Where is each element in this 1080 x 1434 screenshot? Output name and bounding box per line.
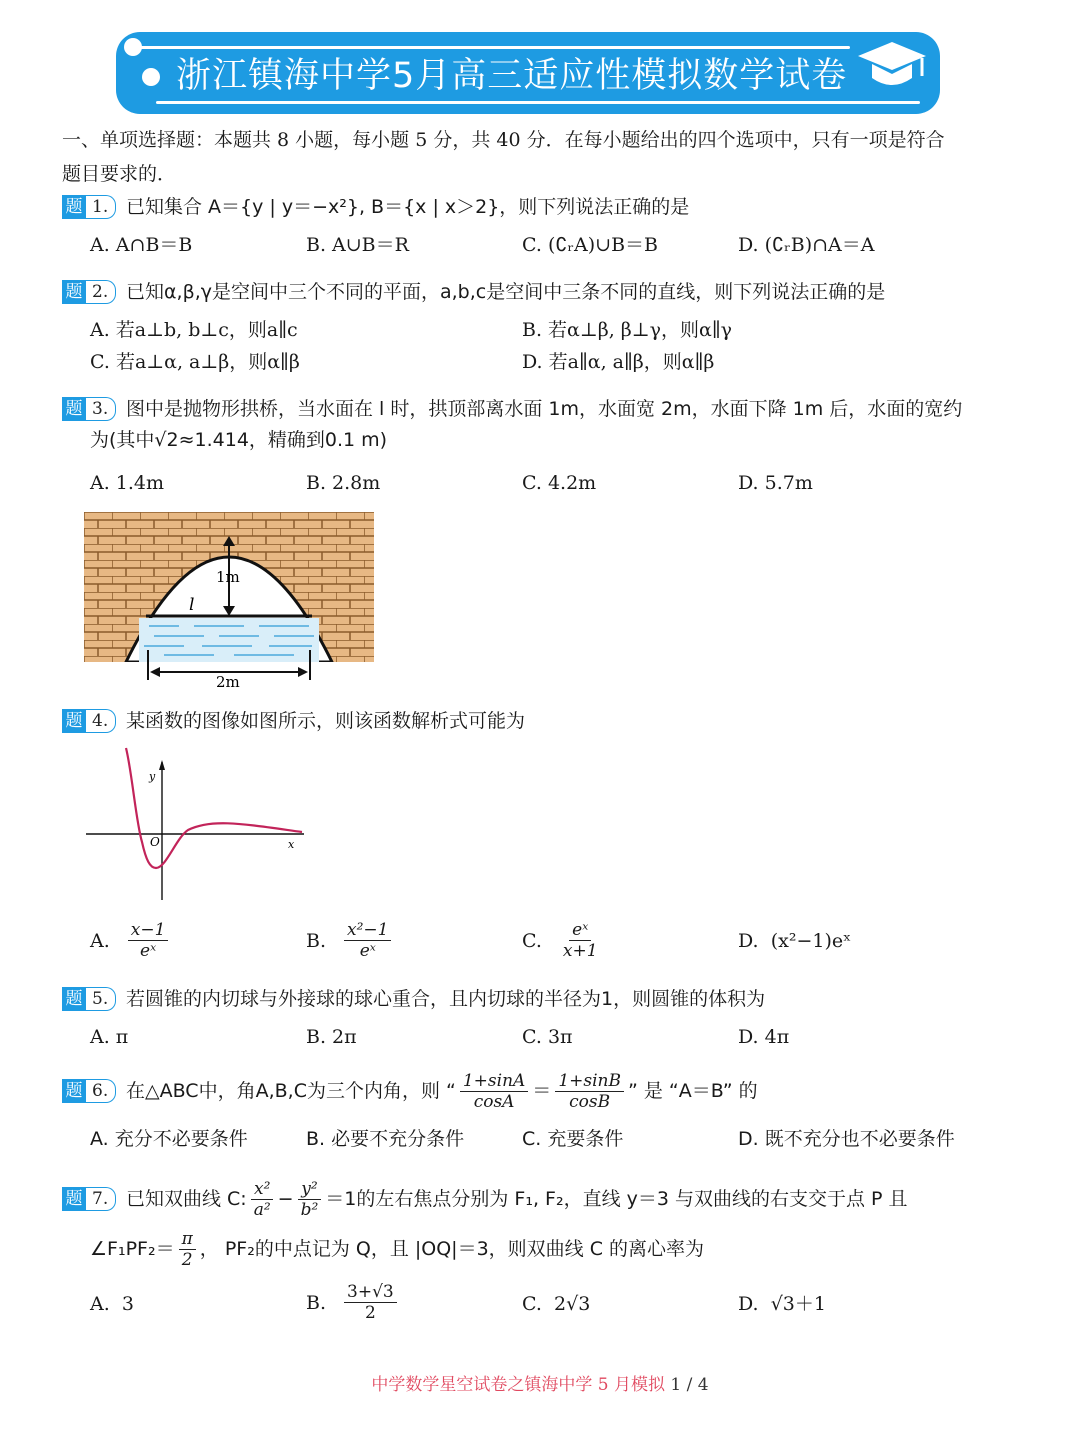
height-label: 1m: [216, 568, 240, 586]
question-text: 若圆锥的内切球与外接球的球心重合，且内切球的半径为1，则圆锥的体积为: [126, 988, 766, 1010]
y-axis-label: y: [149, 770, 156, 783]
fraction-denominator: eˣ: [140, 941, 157, 961]
fraction-numerator: x²: [251, 1179, 273, 1200]
option-d: D. 既不充分也不必要条件: [738, 1128, 955, 1150]
header-banner: [116, 32, 940, 114]
question-tag: [62, 280, 116, 304]
fraction: [555, 1071, 624, 1112]
option-b: B. 2.8m: [306, 472, 381, 494]
fraction: [298, 1179, 322, 1220]
option-letter: A.: [90, 929, 110, 952]
option-a: [90, 920, 168, 961]
option-d: D. 5.7m: [738, 472, 813, 494]
question-text: 图中是抛物形拱桥，当水面在 l 时，拱顶部离水面 1m，水面宽 2m，水面下降 1m 后，水面的宽约: [126, 398, 963, 420]
option-fraction: [344, 1282, 397, 1323]
option-fraction: [560, 920, 601, 961]
page-footer: [0, 1370, 1080, 1395]
fraction-denominator: a²: [253, 1199, 271, 1220]
question-text-part: ∠F₁PF₂＝: [90, 1238, 175, 1260]
option-text: (x²−1)eˣ: [770, 930, 852, 952]
option-d: [738, 929, 851, 953]
page-number: 1 / 4: [670, 1375, 709, 1395]
option-a: A. π: [90, 1026, 129, 1048]
option-b: [306, 1282, 397, 1323]
tag-char: 题: [62, 195, 86, 219]
option-b: [306, 920, 391, 961]
fraction-denominator: 2: [364, 1303, 376, 1323]
page-title: 浙江镇海中学5月高三适应性模拟数学试卷: [176, 56, 848, 96]
question-text: [126, 1068, 758, 1114]
graduation-cap-icon: [856, 36, 928, 96]
question-text: 已知α,β,γ是空间中三个不同的平面，a,b,c是空间中三条不同的直线，则下列说法正确的是: [126, 281, 886, 303]
origin-label: O: [150, 835, 160, 849]
bridge-figure: [84, 512, 374, 692]
option-d: D. 4π: [738, 1026, 790, 1048]
option-c: C. (∁ᵣA)∪B＝B: [522, 234, 659, 256]
section-heading-line2: 题目要求的．: [62, 163, 177, 185]
question-text-part: 在△ABC中，角A,B,C为三个内角，则 “: [126, 1080, 456, 1102]
tag-char: 题: [62, 1079, 86, 1103]
option-letter: D.: [738, 930, 759, 952]
equals-sign: ＝: [532, 1080, 552, 1102]
option-letter: C.: [522, 1293, 542, 1315]
option-d: D. (∁ᵣB)∩A＝A: [738, 234, 875, 256]
question-text-part: ， PF₂的中点记为 Q，且 |OQ|＝3，则双曲线 C 的离心率为: [199, 1238, 705, 1260]
function-graph: [84, 742, 308, 904]
question-number: 5.: [86, 987, 116, 1011]
option-text: 2√3: [554, 1293, 591, 1315]
fraction: [251, 1179, 274, 1220]
option-a: A. 充分不必要条件: [90, 1128, 248, 1150]
question-number: 1.: [86, 195, 116, 219]
question-text-line2: 为(其中√2≈1.414，精确到0.1 m): [90, 429, 388, 451]
option-a: [90, 1292, 134, 1316]
tag-char: 题: [62, 709, 86, 733]
question-text-line2: [90, 1226, 704, 1272]
width-label: 2m: [216, 673, 240, 691]
fraction-denominator: cosB: [569, 1091, 611, 1112]
banner-line: [156, 101, 920, 104]
minus-sign: −: [277, 1188, 294, 1210]
question-text-part: ” 是 “A＝B” 的: [627, 1080, 758, 1102]
tag-char: 题: [62, 280, 86, 304]
question-tag: [62, 709, 116, 733]
option-a: A. 1.4m: [90, 472, 165, 494]
fraction-numerator: x−1: [128, 920, 169, 941]
option-b: B. A∪B＝R: [306, 234, 409, 256]
banner-dot: [142, 68, 160, 86]
option-text: 3: [121, 1293, 134, 1315]
fraction: [460, 1071, 528, 1112]
tag-char: 题: [62, 1187, 86, 1211]
option-text: √3＋1: [770, 1293, 826, 1315]
option-c: C. 4.2m: [522, 472, 597, 494]
question-tag: [62, 1187, 116, 1211]
fraction-numerator: π: [179, 1229, 196, 1250]
fraction-numerator: x²−1: [344, 920, 391, 941]
option-d: [738, 1292, 826, 1316]
option-a: A. A∩B＝B: [90, 234, 193, 256]
option-b: B. 2π: [306, 1026, 357, 1048]
section-heading-line1: 一、单项选择题：本题共 8 小题，每小题 5 分，共 40 分．在每小题给出的四个选项中，只有一项是符合: [62, 129, 945, 151]
option-letter: B.: [306, 1291, 327, 1314]
option-fraction: [344, 920, 391, 961]
fraction-numerator: 1+sinA: [460, 1071, 528, 1092]
option-c: [522, 920, 601, 961]
question-number: 3.: [86, 397, 116, 421]
question-text: 某函数的图像如图所示，则该函数解析式可能为: [126, 710, 526, 732]
question-text-part: ＝1的左右焦点分别为 F₁, F₂，直线 y＝3 与双曲线的右支交于点 P 且: [325, 1188, 908, 1210]
fraction-numerator: y²: [298, 1179, 320, 1200]
option-fraction: [128, 920, 169, 961]
question-number: 2.: [86, 280, 116, 304]
option-letter: C.: [522, 929, 542, 952]
question-tag: [62, 987, 116, 1011]
question-tag: [62, 195, 116, 219]
question-text: 已知集合 A＝{y | y＝−x²}, B＝{x | x＞2}，则下列说法正确的是: [126, 196, 690, 218]
option-letter: A.: [90, 1293, 110, 1315]
question-tag: [62, 397, 116, 421]
fraction-numerator: 1+sinB: [555, 1071, 624, 1092]
option-b: B. 若α⊥β, β⊥γ，则α∥γ: [522, 319, 732, 341]
question-number: 6.: [86, 1079, 116, 1103]
fraction-denominator: x+1: [562, 941, 598, 961]
option-b: B. 必要不充分条件: [306, 1128, 465, 1150]
option-a: A. 若a⊥b, b⊥c，则a∥c: [90, 319, 298, 341]
fraction: [179, 1229, 196, 1270]
fraction-denominator: cosA: [473, 1091, 515, 1112]
option-c: C. 充要条件: [522, 1128, 624, 1150]
question-tag: [62, 1079, 116, 1103]
fraction-denominator: 2: [181, 1249, 193, 1270]
option-d: D. 若a∥α, a∥β，则α∥β: [522, 351, 715, 373]
fraction-denominator: b²: [300, 1199, 319, 1220]
question-number: 7.: [86, 1187, 116, 1211]
option-c: C. 3π: [522, 1026, 573, 1048]
fraction-numerator: eˣ: [569, 920, 591, 941]
x-axis-label: x: [288, 838, 295, 851]
question-number: 4.: [86, 709, 116, 733]
option-letter: D.: [738, 1293, 759, 1315]
option-letter: B.: [306, 929, 327, 952]
option-c: C. 若a⊥α, a⊥β，则α∥β: [90, 351, 300, 373]
footer-text: 中学数学星空试卷之镇海中学 5 月模拟: [371, 1375, 666, 1395]
fraction-denominator: eˣ: [359, 941, 376, 961]
tag-char: 题: [62, 397, 86, 421]
fraction-numerator: 3+√3: [344, 1282, 397, 1303]
tag-char: 题: [62, 987, 86, 1011]
function-curve: [126, 748, 302, 868]
question-text-part: 已知双曲线 C:: [126, 1188, 247, 1210]
option-c: [522, 1292, 590, 1316]
water-level-label: l: [189, 595, 195, 615]
question-text: [126, 1175, 908, 1223]
